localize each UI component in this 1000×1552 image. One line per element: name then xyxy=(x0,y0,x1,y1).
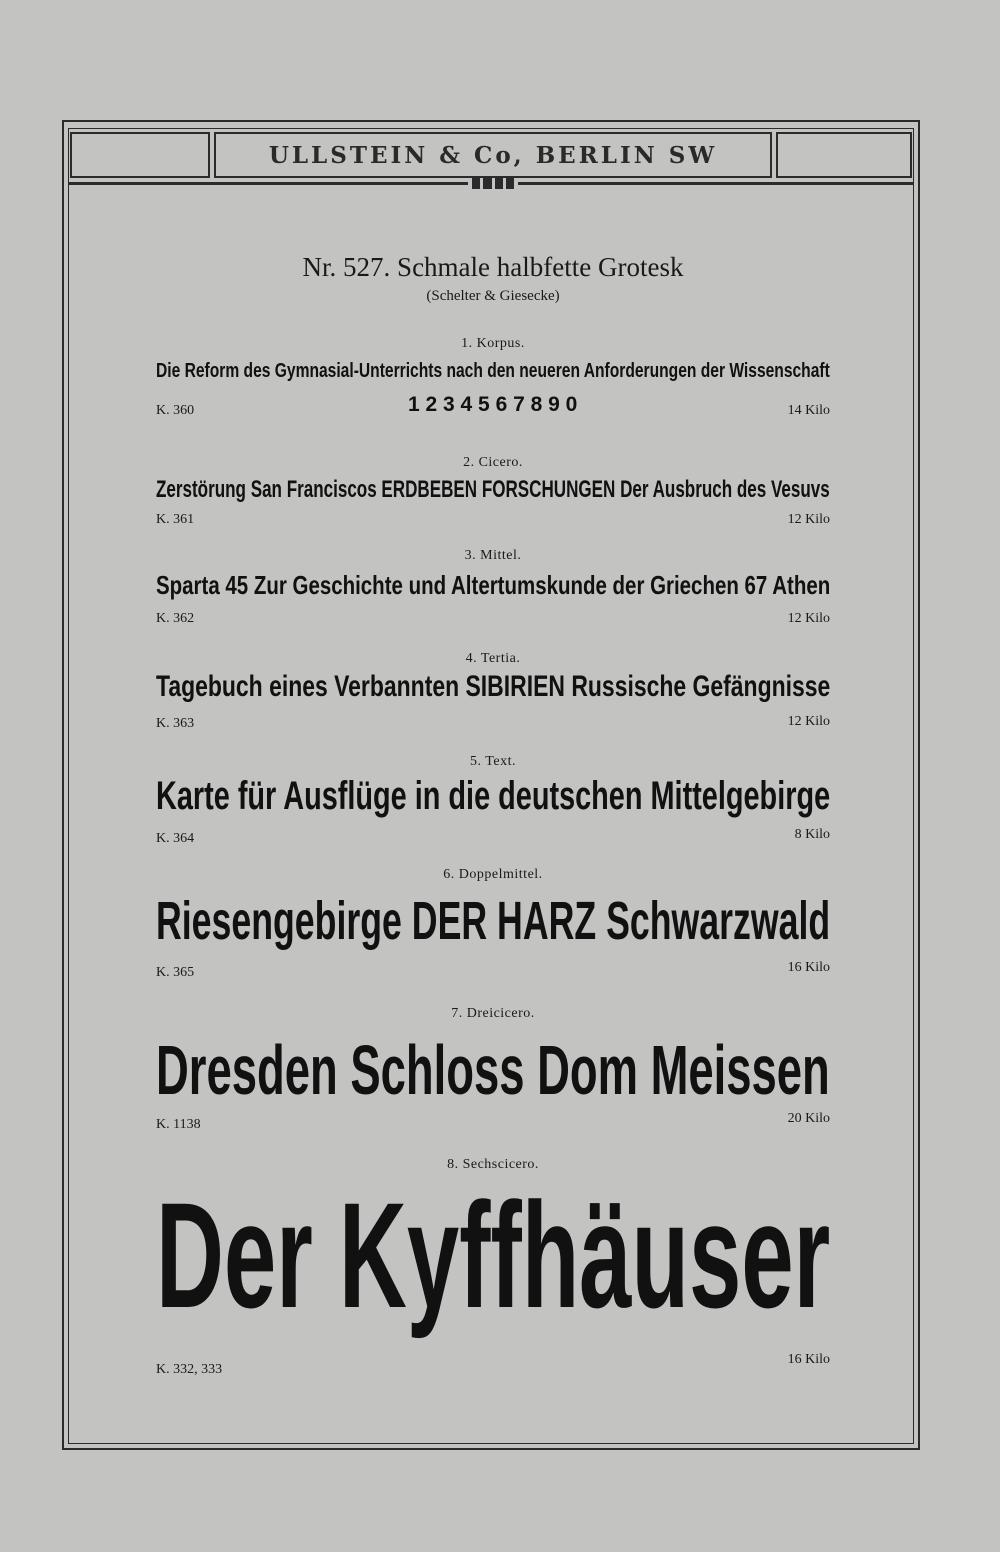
size-label: 1. Korpus. xyxy=(461,336,525,351)
size-label: 3. Mittel. xyxy=(464,548,522,563)
header-left-panel xyxy=(70,132,210,178)
specimen-line: Zerstörung San Franciscos ERDBEBEN FORSCHUNGEN Der Ausbruch des Vesuvs xyxy=(156,476,830,503)
type-weight: 16 Kilo xyxy=(787,960,830,975)
page-subtitle: (Schelter & Giesecke) xyxy=(426,288,560,304)
page-title: Nr. 527. Schmale halbfette Grotesk xyxy=(302,252,684,282)
type-code: K. 364 xyxy=(156,831,195,846)
type-weight: 8 Kilo xyxy=(794,827,830,842)
specimen-line: Tagebuch eines Verbannten SIBIRIEN Russische Gefängnisse xyxy=(156,670,831,703)
size-label: 8. Sechscicero. xyxy=(447,1157,539,1172)
type-weight: 20 Kilo xyxy=(787,1111,830,1126)
size-label: 2. Cicero. xyxy=(463,455,523,470)
type-weight: 12 Kilo xyxy=(787,714,830,729)
type-weight: 16 Kilo xyxy=(787,1352,830,1367)
size-label: 7. Dreicicero. xyxy=(451,1006,535,1021)
specimen-numerals: 1 2 3 4 5 6 7 8 9 0 xyxy=(408,393,578,416)
type-code: K. 362 xyxy=(156,611,195,626)
specimen-line: Der Kyffhäuser xyxy=(156,1171,831,1339)
header-right-panel xyxy=(776,132,912,178)
type-weight: 12 Kilo xyxy=(787,611,830,626)
specimen-line: Karte für Ausflüge in die deutschen Mittelgebirge xyxy=(156,774,831,818)
size-label: 6. Doppelmittel. xyxy=(443,867,543,882)
header-ornament xyxy=(468,178,518,189)
specimen-line: Die Reform des Gymnasial-Unterrichts nach den neueren Anforderungen der Wissenschaft xyxy=(156,360,830,382)
specimen-line: Riesengebirge DER HARZ Schwarzwald xyxy=(156,891,831,951)
publisher-name: ULLSTEIN & Co, BERLIN SW xyxy=(268,141,718,169)
type-code: K. 332, 333 xyxy=(156,1362,223,1377)
type-code: K. 360 xyxy=(156,403,195,418)
type-code: K. 365 xyxy=(156,965,195,980)
specimen-line: Sparta 45 Zur Geschichte und Altertumskunde der Griechen 67 Athen xyxy=(156,570,831,600)
type-code: K. 361 xyxy=(156,512,195,527)
size-label: 5. Text. xyxy=(470,754,516,769)
header-bar xyxy=(68,128,914,184)
type-weight: 12 Kilo xyxy=(787,512,830,527)
header-center-panel xyxy=(214,132,772,178)
type-code: K. 363 xyxy=(156,716,195,731)
type-weight: 14 Kilo xyxy=(787,403,830,418)
size-label: 4. Tertia. xyxy=(465,651,521,666)
type-code: K. 1138 xyxy=(156,1117,201,1132)
specimen-line: Dresden Schloss Dom Meissen xyxy=(156,1031,830,1109)
